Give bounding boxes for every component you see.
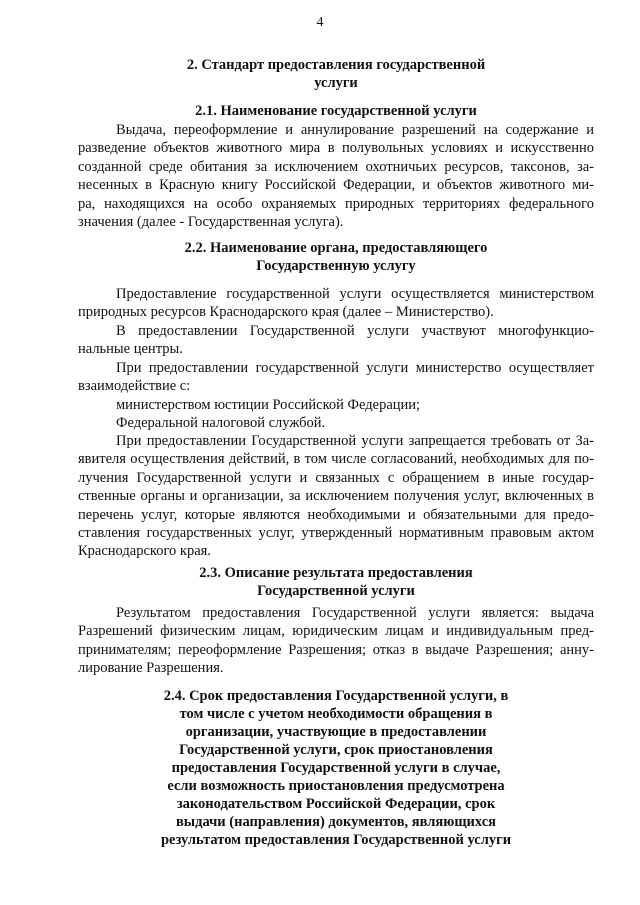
section-2-2-paragraph-6 (78, 432, 594, 561)
page-number: 4 (316, 15, 324, 30)
section-2-3-paragraph (78, 604, 594, 678)
text-line: принимателям; переоформление Разрешения; отказ в выдаче Разрешения; анну- (78, 641, 594, 658)
heading-line: организации, участвующие в предоставлении (185, 724, 487, 740)
text-line: В предоставлении Государственной услуги участвуют многофункцио- (116, 323, 594, 339)
heading-line: результатом предоставления Государственной услуги (160, 832, 512, 848)
heading-line: 2. Стандарт предоставления государственной (186, 57, 486, 73)
heading-line: 2.1. Наименование государственной услуги (195, 103, 477, 119)
heading-line: Государственную услугу (256, 258, 416, 274)
text-line: нальные центры. (78, 341, 183, 358)
text-line: несенных в Красную книгу Российской Федерации, и объектов животного ми- (78, 177, 594, 194)
heading-line: законодательством Российской Федерации, срок (176, 796, 496, 812)
section-2-4-heading (98, 687, 574, 849)
section-2-2-paragraph-4 (78, 396, 594, 414)
text-line: министерством юстиции Российской Федерации; (116, 397, 421, 413)
text-line: перечень услуг, которые являются необходимыми и обязательными для предо- (78, 506, 594, 523)
text-line: При предоставлении государственной услуги министерство осуществляет (116, 360, 594, 376)
section-2-heading (98, 56, 574, 92)
text-line: взаимодействие с: (78, 378, 191, 395)
heading-line: Государственной услуги (257, 583, 415, 599)
section-2-1-heading (98, 102, 574, 120)
section-2-1-paragraph (78, 121, 594, 231)
heading-line: предоставления Государственной услуги в случае, (171, 760, 501, 776)
text-line: ставления государственных услуг, утвержденный нормативным правовым актом (78, 525, 594, 542)
heading-line: том числе с учетом необходимости обращения в (179, 706, 493, 722)
text-line: лучения Государственной услуги и связанных с обращением в иные государ- (78, 469, 594, 486)
text-line: ра, находящихся на особо охраняемых природных территориях федерального (78, 195, 594, 212)
heading-line: 2.3. Описание результата предоставления (199, 565, 473, 581)
section-2-2-paragraph-2 (78, 322, 594, 359)
section-2-2-paragraph-1 (78, 285, 594, 322)
text-line: явителя осуществления действий, в том числе согласований, необходимых для по- (78, 451, 594, 468)
section-2-2-heading (98, 239, 574, 275)
text-line: Предоставление государственной услуги осуществляется министерством (116, 286, 594, 302)
text-line: лирование Разрешения. (78, 660, 224, 677)
section-2-2-paragraph-5 (78, 414, 594, 432)
heading-line: Государственной услуги, срок приостановления (179, 742, 493, 758)
text-line: Федеральной налоговой службой. (116, 415, 326, 431)
text-line: ственные органы и организации, за исключением получения услуг, включенных в (78, 488, 594, 505)
section-2-3-heading (98, 564, 574, 600)
section-2-2-paragraph-3 (78, 359, 594, 396)
text-line: Краснодарского края. (78, 543, 211, 560)
text-line: Разрешений физическим лицам, юридическим лицам и индивидуальным пред- (78, 623, 594, 640)
heading-line: услуги (314, 75, 358, 91)
text-line: При предоставлении Государственной услуги запрещается требовать от За- (116, 433, 594, 449)
text-line: разведение объектов животного мира в полувольных условиях и искусственно (78, 140, 594, 157)
heading-line: если возможность приостановления предусмотрена (167, 778, 505, 794)
heading-line: 2.2. Наименование органа, предоставляющего (184, 240, 488, 256)
text-line: созданной среде обитания за исключением охотничьих ресурсов, таксонов, за- (78, 158, 594, 175)
text-line: природных ресурсов Краснодарского края (далее – Министерство). (78, 304, 494, 321)
heading-line: 2.4. Срок предоставления Государственной услуги, в (163, 688, 509, 704)
text-line: Выдача, переоформление и аннулирование разрешений на содержание и (116, 122, 594, 138)
text-line: Результатом предоставления Государственной услуги является: выдача (116, 605, 594, 621)
heading-line: выдачи (направления) документов, являющихся (175, 814, 497, 830)
text-line: значения (далее - Государственная услуга). (78, 214, 344, 231)
